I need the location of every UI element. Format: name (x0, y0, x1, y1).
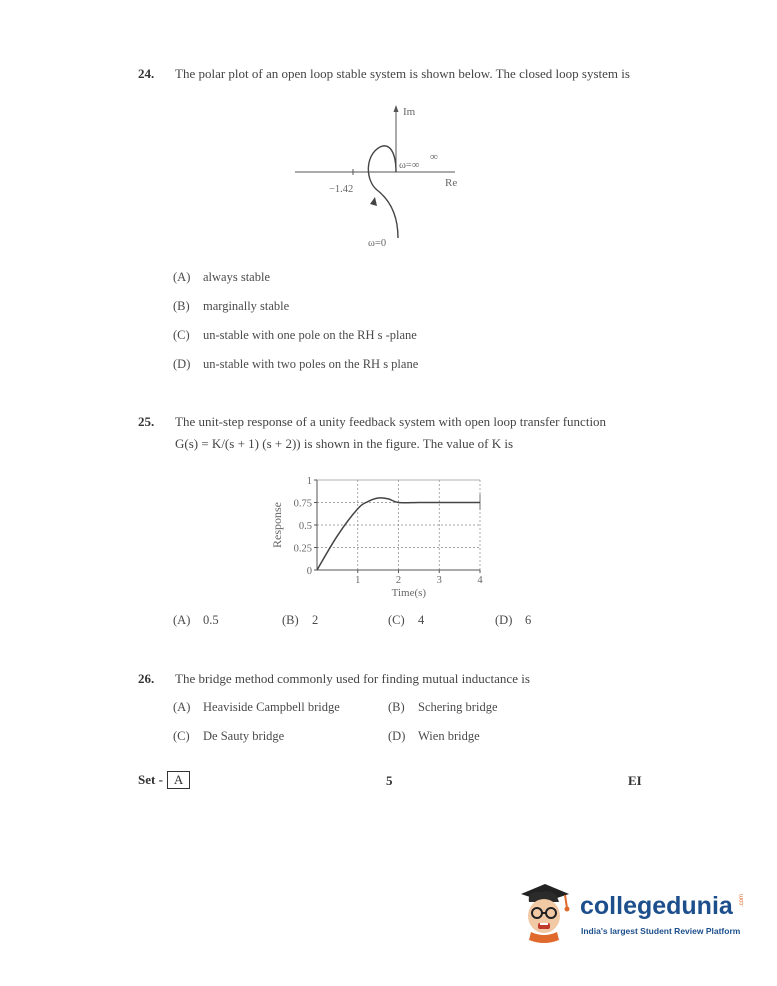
option-label: (A) (173, 700, 191, 714)
q24-polar-plot (295, 100, 480, 250)
x-tick-label: 3 (436, 575, 442, 586)
q26-option-a (173, 700, 340, 715)
option-text: un-stable with one pole on the RH s -plane (203, 328, 417, 342)
option-text: Wien bridge (418, 729, 480, 743)
mascot-icon (515, 880, 577, 946)
q25-option-b (282, 613, 318, 628)
option-text: always stable (203, 270, 270, 284)
y-tick-label: 0 (306, 566, 312, 577)
q25-option-d (495, 613, 531, 628)
q26-number: 26. (138, 671, 155, 686)
option-label: (A) (173, 270, 191, 284)
q25-option-c (388, 613, 424, 628)
y-tick-label: 0.75 (293, 498, 312, 510)
x-axis-label: Time(s) (391, 587, 427, 599)
x-tick-label: 4 (477, 575, 483, 586)
option-label: (D) (495, 613, 513, 627)
page-number: 5 (386, 773, 393, 788)
set-label: Set - (138, 772, 163, 787)
y-axis-label: Response (270, 502, 284, 548)
option-label: (B) (388, 700, 405, 714)
option-text: marginally stable (203, 299, 290, 313)
y-tick-label: 0.25 (293, 543, 312, 555)
direction-arrow (370, 197, 377, 206)
q25-number: 25. (138, 414, 155, 429)
q24-option-a (173, 270, 270, 285)
option-text: 6 (525, 613, 532, 627)
x-tick-label: 1 (355, 575, 361, 586)
option-label: (C) (173, 328, 190, 342)
option-text: 0.5 (203, 613, 219, 627)
option-text: Heaviside Campbell bridge (203, 700, 340, 714)
imag-axis-arrow (394, 105, 399, 112)
q26-option-c (173, 729, 284, 744)
option-text: De Sauty bridge (203, 729, 285, 743)
q25-text-line2: G(s) = K/(s + 1) (s + 2)) is shown in the figure. The value of K is (175, 436, 514, 451)
option-text: 2 (312, 613, 319, 627)
y-tick-label: 1 (306, 476, 312, 487)
brand-name: collegedunia (580, 892, 733, 920)
footer-set (138, 771, 190, 789)
option-label: (B) (282, 613, 299, 627)
q24-option-c (173, 328, 417, 343)
inf-symbol: ∞ (430, 151, 438, 163)
neg-label: −1.42 (329, 184, 354, 195)
omega-zero-label: ω=0 (368, 238, 387, 249)
q25-step-response-chart (265, 470, 505, 605)
option-label: (C) (173, 729, 190, 743)
brand-suffix: .com (739, 894, 745, 908)
q24-option-b (173, 299, 289, 314)
option-text: un-stable with two poles on the RH s plane (203, 357, 419, 371)
option-label: (D) (388, 729, 406, 743)
q25-text-line1: The unit-step response of a unity feedback system with open loop transfer function (175, 414, 607, 429)
collegedunia-watermark (515, 878, 755, 948)
omega-inf-label: ω=∞ (399, 160, 420, 171)
q24-text: The polar plot of an open loop stable system is shown below. The closed loop system is (175, 66, 630, 81)
set-value-box: A (167, 771, 190, 789)
q26-text: The bridge method commonly used for finding mutual inductance is (175, 671, 530, 686)
option-text: Schering bridge (418, 700, 498, 714)
brand-tagline: India's largest Student Review Platform (581, 926, 741, 936)
q26-option-b (388, 700, 498, 715)
q24-number: 24. (138, 66, 155, 81)
paper-code: EI (628, 773, 642, 788)
option-text: 4 (418, 613, 425, 627)
im-label: Im (403, 106, 416, 118)
polar-curve (368, 146, 398, 238)
option-label: (D) (173, 357, 191, 371)
option-label: (A) (173, 613, 191, 627)
option-label: (C) (388, 613, 405, 627)
x-tick-label: 2 (395, 575, 402, 586)
option-label: (B) (173, 299, 190, 313)
re-label: Re (445, 177, 458, 189)
q25-option-a (173, 613, 219, 628)
q24-option-d (173, 357, 418, 372)
y-tick-label: 0.5 (298, 521, 312, 532)
q26-option-d (388, 729, 480, 744)
